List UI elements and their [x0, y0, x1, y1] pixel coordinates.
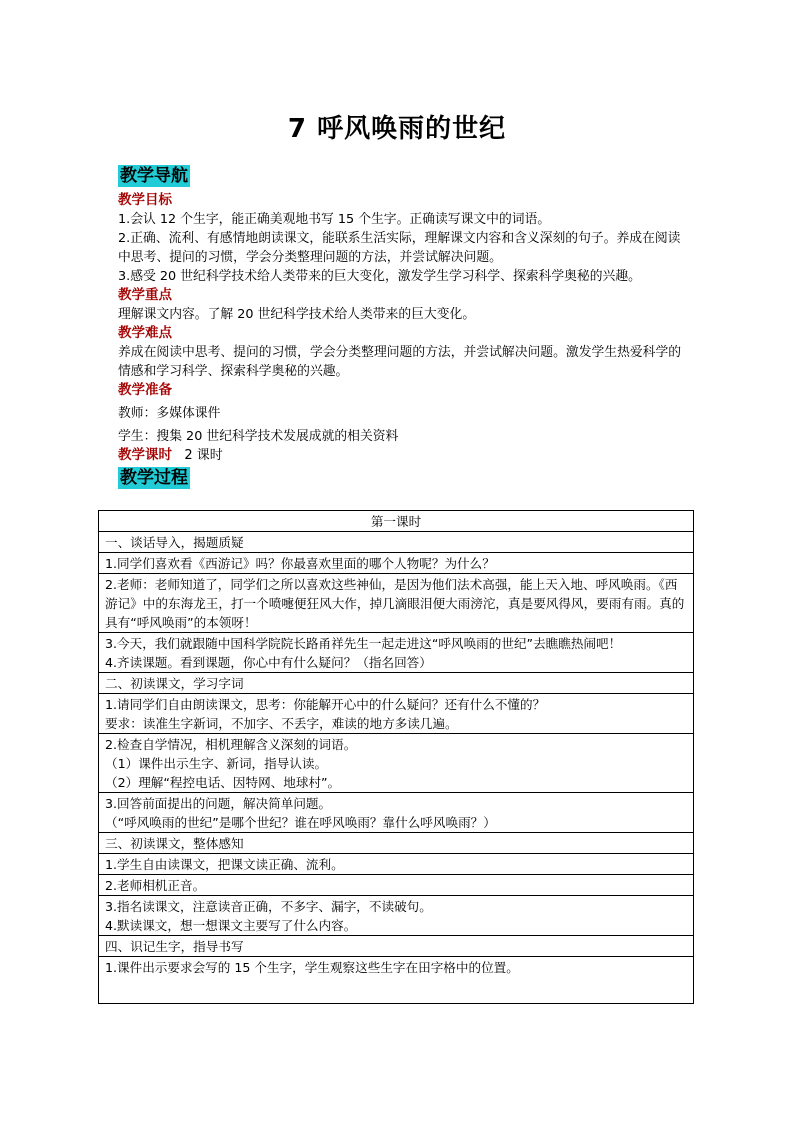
- key-points-heading: 教学重点: [118, 287, 172, 303]
- difficulties-heading: 教学难点: [118, 325, 172, 341]
- process-row: 2.老师：老师知道了，同学们之所以喜欢这些神仙，是因为他们法术高强，能上天入地、呼风唤雨。《西游记》中的东海龙王，打一个喷嚏便狂风大作，掉几滴眼泪便大雨滂沱，真是要风得风，要雨有雨。真的具有“呼风唤雨”的本领呀！: [99, 574, 693, 633]
- process-row: 1.课件出示要求会写的 15 个生字，学生观察这些生字在田字格中的位置。: [105, 960, 519, 975]
- hours-row: [118, 446, 688, 465]
- process-row: 2.老师相机正音。: [99, 875, 693, 896]
- objectives-heading: 教学目标: [118, 192, 172, 208]
- objective-item: 1.会认 12 个生字，能正确美观地书写 15 个生字。正确读写课文中的词语。: [118, 212, 551, 227]
- process-row: 二、初读课文，学习字词: [99, 673, 693, 694]
- process-row: 三、初读课文，整体感知: [99, 833, 693, 854]
- preparation-teacher: 教师：多媒体课件: [118, 406, 221, 421]
- preparation-student: 学生：搜集 20 世纪科学技术发展成就的相关资料: [118, 429, 399, 444]
- process-row: 3.指名读课文，注意读音正确，不多字、漏字，不读破句。 4.默读课文，想一想课文主要写了什么内容。: [99, 896, 693, 936]
- process-row: 2.检查自学情况，相机理解含义深刻的词语。 （1）课件出示生字、新词，指导认读。 （2）理解“程控电话、因特网、地球村”。: [99, 734, 693, 793]
- process-banner: 教学过程: [120, 468, 188, 488]
- teaching-process-table: [98, 510, 694, 1004]
- hours-value: 2 课时: [184, 448, 223, 463]
- page-title: 7 呼风唤雨的世纪: [287, 114, 507, 144]
- process-row: 一、谈话导入，揭题质疑: [99, 532, 693, 553]
- teaching-guide: [118, 165, 688, 489]
- preparation-heading: 教学准备: [118, 382, 172, 398]
- process-row: 3.今天，我们就跟随中国科学院院长路甬祥先生一起走进这“呼风唤雨的世纪”去瞧瞧热闹吧！ 4.齐读课题。看到课题，你心中有什么疑问？（指名回答）: [99, 633, 693, 673]
- objective-item: 3.感受 20 世纪科学技术给人类带来的巨大变化，激发学生学习科学、探索科学奥秘的兴趣。: [118, 269, 641, 284]
- guide-banner: 教学导航: [120, 166, 188, 186]
- difficulties-text: 养成在阅读中思考、提问的习惯，学会分类整理问题的方法，并尝试解决问题。激发学生热爱科学的情感和学习科学、探索科学奥秘的兴趣。: [118, 345, 682, 379]
- key-points-text: 理解课文内容。了解 20 世纪科学技术给人类带来的巨大变化。: [118, 307, 476, 322]
- process-row: 1.同学们喜欢看《西游记》吗？你最喜欢里面的哪个人物呢？为什么？: [99, 553, 693, 574]
- hours-heading: 教学课时: [118, 447, 172, 463]
- process-row: 四、识记生字，指导书写: [99, 936, 693, 957]
- process-row: 3.回答前面提出的问题，解决简单问题。 （“呼风唤雨的世纪”是哪个世纪？谁在呼风唤雨？靠什么呼风唤雨？）: [99, 793, 693, 833]
- lesson-period-header: 第一课时: [99, 511, 693, 532]
- objective-item: 2.正确、流利、有感情地朗读课文，能联系生活实际，理解课文内容和含义深刻的句子。养成在阅读中思考、提问的习惯，学会分类整理问题的方法，并尝试解决问题。: [118, 231, 681, 265]
- process-row: 1.请同学们自由朗读课文，思考：你能解开心中的什么疑问？还有什么不懂的？ 要求：读准生字新词，不加字、不丢字，难读的地方多读几遍。: [99, 694, 693, 734]
- process-row: 1.学生自由读课文，把课文读正确、流利。: [99, 854, 693, 875]
